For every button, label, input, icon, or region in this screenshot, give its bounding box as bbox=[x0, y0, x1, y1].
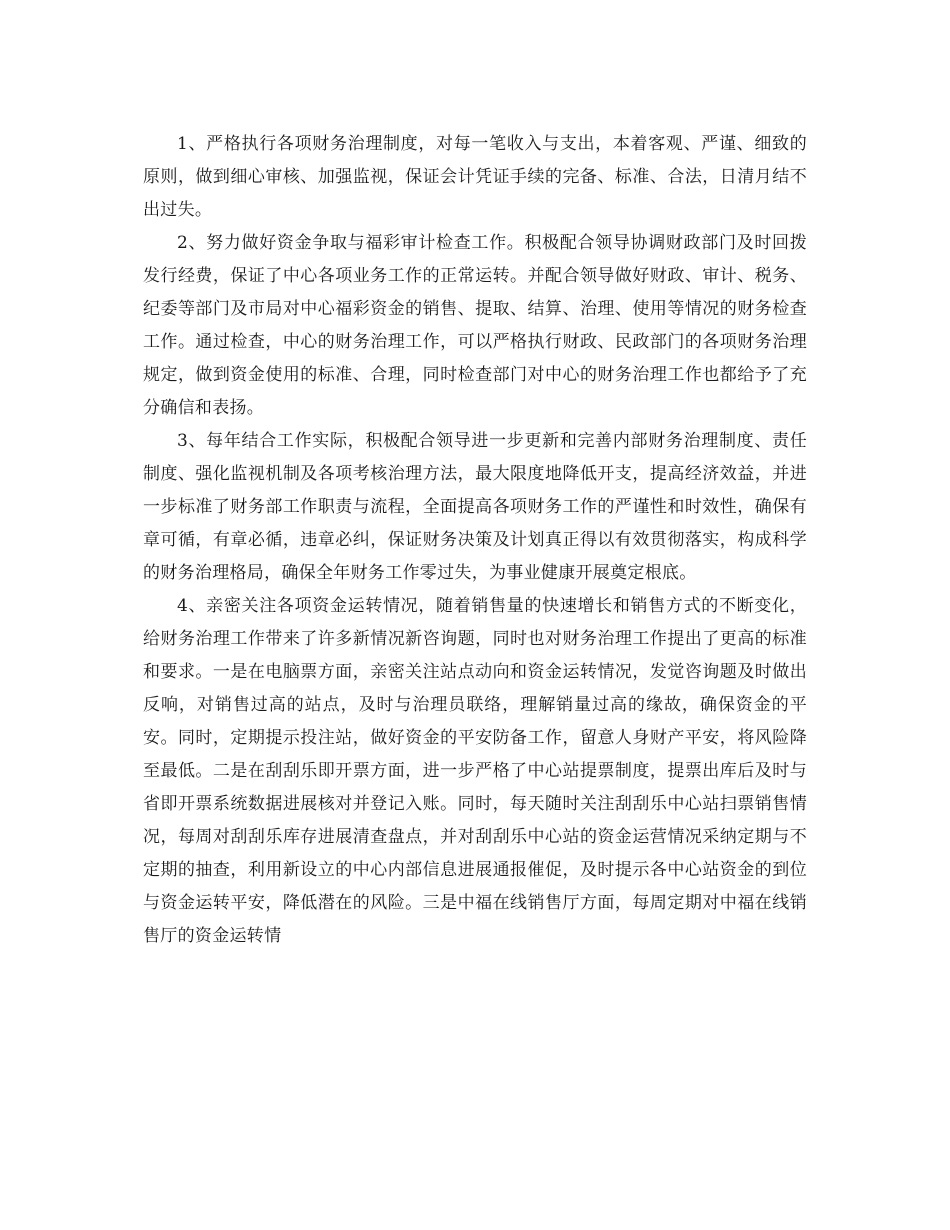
paragraph-1: 1、严格执行各项财务治理制度，对每一笔收入与支出，本着客观、严谨、细致的原则，做到细心审核、加强监视，保证会计凭证手续的完备、标准、合法，日清月结不出过失。 bbox=[143, 134, 807, 220]
paragraph-2: 2、努力做好资金争取与福彩审计检查工作。积极配合领导协调财政部门及时回拨发行经费，保证了中心各项业务工作的正常运转。并配合领导做好财政、审计、税务、纪委等部门及市局对中心福彩资金的销售、提取、结算、治理、使用等情况的财务检查工作。通过检查，中心的财务治理工作，可以严格执行财政、民政部门的各项财务治理规定，做到资金使用的标准、合理，同时检查部门对中心的财务治理工作也都给予了充分确信和表扬。 bbox=[143, 233, 807, 418]
paragraph-4: 4、亲密关注各项资金运转情况，随着销售量的快速增长和销售方式的不断变化，给财务治理工作带来了许多新情况新咨询题，同时也对财务治理工作提出了更高的标准和要求。一是在电脑票方面，亲密关注站点动向和资金运转情况，发觉咨询题及时做出反响，对销售过高的站点，及时与治理员联络，理解销量过高的缘故，确保资金的平安。同时，定期提示投注站，做好资金的平安防备工作，留意人身财产平安，将风险降至最低。二是在刮刮乐即开票方面，进一步严格了中心站提票制度，提票出库后及时与省即开票系统数据进展核对并登记入账。同时，每天随时关注刮刮乐中心站扫票销售情况，每周对刮刮乐库存进展清查盘点，并对刮刮乐中心站的资金运营情况采纳定期与不定期的抽查，利用新设立的中心内部信息进展通报催促，及时提示各中心站资金的到位与资金运转平安，降低潜在的风险。三是中福在线销售厅方面，每周定期对中福在线销售厅的资金运转情 bbox=[143, 596, 807, 946]
paragraph-3: 3、每年结合工作实际，积极配合领导进一步更新和完善内部财务治理制度、责任制度、强化监视机制及各项考核治理方法，最大限度地降低开支，提高经济效益，并进一步标准了财务部工作职责与流程，全面提高各项财务工作的严谨性和时效性，确保有章可循，有章必循，违章必纠，保证财务决策及计划真正得以有效贯彻落实，构成科学的财务治理格局，确保全年财务工作零过失，为事业健康开展奠定根底。 bbox=[143, 431, 807, 583]
document-body bbox=[143, 128, 807, 953]
